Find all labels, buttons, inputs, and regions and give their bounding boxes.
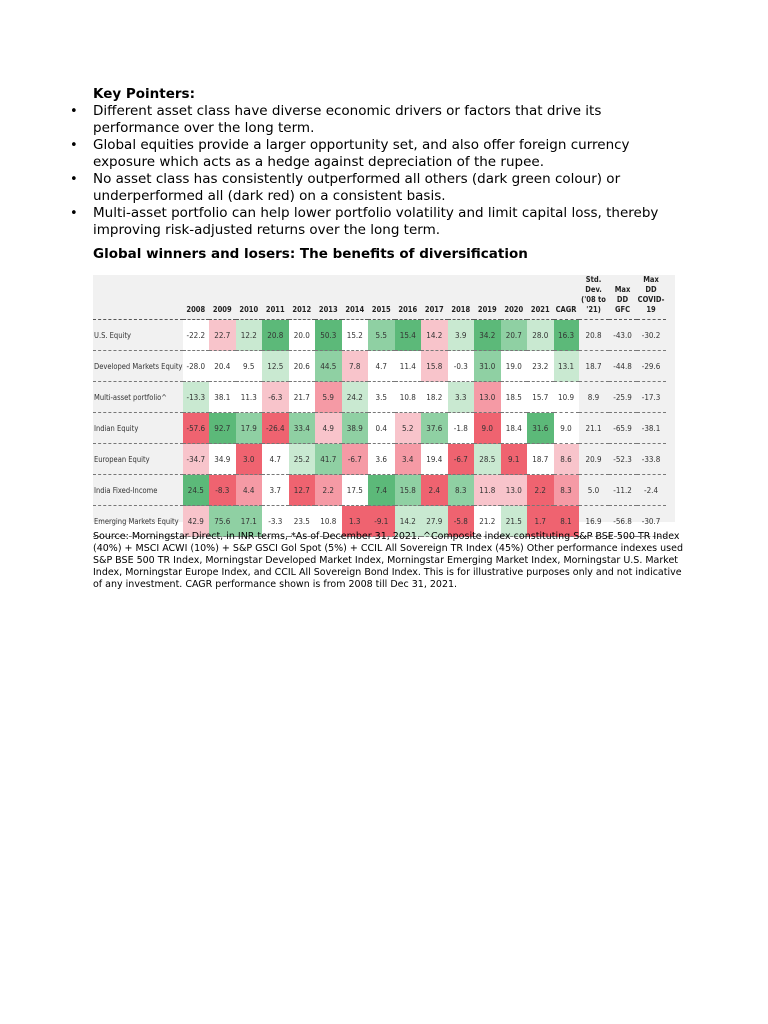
- return-cell: 20.4: [209, 351, 236, 382]
- return-cell: 13.1: [554, 351, 579, 382]
- return-cell: 9.5: [236, 351, 263, 382]
- return-cell: 3.0: [236, 444, 263, 475]
- stat-header-line2: COVID-19: [637, 295, 665, 314]
- return-cell: 31.6: [527, 413, 554, 444]
- stat-header-line2: ('08 to '21): [581, 295, 606, 314]
- key-pointers-list: [70, 103, 670, 239]
- return-cell: 10.9: [554, 382, 579, 413]
- pointer-item: • Multi-asset portfolio can help lower portfolio volatility and limit capital loss, thereby improving risk-adjusted returns over the long term.: [70, 205, 670, 239]
- return-cell: 13.0: [474, 382, 501, 413]
- row-label: Multi-asset portfolio^: [93, 382, 183, 413]
- column-header: 2014: [342, 275, 369, 320]
- stat-cell: -56.8: [609, 506, 637, 537]
- column-header: 2016: [395, 275, 422, 320]
- return-cell: 9.0: [474, 413, 501, 444]
- stat-cell: 21.1: [579, 413, 609, 444]
- return-cell: 3.4: [395, 444, 422, 475]
- table-row: [93, 382, 666, 413]
- row-label: Indian Equity: [93, 413, 183, 444]
- return-cell: 37.6: [421, 413, 448, 444]
- column-header: 2021: [527, 275, 554, 320]
- column-header: 2010: [236, 275, 263, 320]
- return-cell: 16.3: [554, 320, 579, 351]
- return-cell: 27.9: [421, 506, 448, 537]
- stat-cell: -30.2: [637, 320, 666, 351]
- table-row: [93, 351, 666, 382]
- stat-cell: -17.3: [637, 382, 666, 413]
- return-cell: 21.5: [501, 506, 528, 537]
- return-cell: 15.4: [395, 320, 422, 351]
- stat-header-line1: Max DD: [614, 285, 631, 304]
- stat-header-line1: Max DD: [643, 275, 659, 294]
- return-cell: 18.7: [527, 444, 554, 475]
- column-header: 2017: [421, 275, 448, 320]
- return-cell: 17.1: [236, 506, 263, 537]
- table-row: [93, 444, 666, 475]
- stat-cell: 5.0: [579, 475, 609, 506]
- stat-column-header: [579, 275, 609, 320]
- return-cell: -9.1: [368, 506, 395, 537]
- return-cell: 17.9: [236, 413, 263, 444]
- return-cell: 11.4: [395, 351, 422, 382]
- return-cell: 3.9: [448, 320, 475, 351]
- return-cell: 14.2: [395, 506, 422, 537]
- return-cell: -5.8: [448, 506, 475, 537]
- column-header: 2019: [474, 275, 501, 320]
- return-cell: -6.3: [262, 382, 289, 413]
- return-cell: -3.3: [262, 506, 289, 537]
- return-cell: 8.1: [554, 506, 579, 537]
- return-cell: 8.3: [448, 475, 475, 506]
- stat-column-header: [609, 275, 637, 320]
- return-cell: 1.7: [527, 506, 554, 537]
- return-cell: 20.6: [289, 351, 316, 382]
- return-cell: 31.0: [474, 351, 501, 382]
- stat-header-line1: Std. Dev.: [585, 275, 602, 294]
- row-label: Emerging Markets Equity: [93, 506, 183, 537]
- column-header: 2012: [289, 275, 316, 320]
- return-cell: 23.2: [527, 351, 554, 382]
- column-header: 2009: [209, 275, 236, 320]
- return-cell: 0.4: [368, 413, 395, 444]
- return-cell: -34.7: [183, 444, 210, 475]
- pointer-item: • Different asset class have diverse economic drivers or factors that drive its performance over the long term.: [70, 103, 670, 137]
- return-cell: 34.2: [474, 320, 501, 351]
- header-blank: [93, 275, 183, 320]
- return-cell: 19.4: [421, 444, 448, 475]
- column-header: 2013: [315, 275, 342, 320]
- column-header: CAGR: [554, 275, 579, 320]
- row-label: India Fixed-Income: [93, 475, 183, 506]
- return-cell: 2.2: [527, 475, 554, 506]
- return-cell: 5.5: [368, 320, 395, 351]
- return-cell: 11.8: [474, 475, 501, 506]
- return-cell: 20.7: [501, 320, 528, 351]
- return-cell: 4.7: [262, 444, 289, 475]
- row-label: European Equity: [93, 444, 183, 475]
- return-cell: 9.1: [501, 444, 528, 475]
- table-title: Global winners and losers: The benefits of diversification: [93, 246, 528, 262]
- stat-cell: 20.9: [579, 444, 609, 475]
- return-cell: 3.5: [368, 382, 395, 413]
- return-cell: 2.2: [315, 475, 342, 506]
- return-cell: 7.4: [368, 475, 395, 506]
- return-cell: 22.7: [209, 320, 236, 351]
- return-cell: 50.3: [315, 320, 342, 351]
- return-cell: 18.4: [501, 413, 528, 444]
- return-cell: 42.9: [183, 506, 210, 537]
- key-pointers-heading: Key Pointers:: [93, 86, 195, 102]
- stat-cell: -65.9: [609, 413, 637, 444]
- table-header-row: [93, 275, 666, 320]
- return-cell: 92.7: [209, 413, 236, 444]
- return-cell: 10.8: [395, 382, 422, 413]
- return-cell: 34.9: [209, 444, 236, 475]
- stat-cell: -30.7: [637, 506, 666, 537]
- stat-cell: -52.3: [609, 444, 637, 475]
- stat-cell: 8.9: [579, 382, 609, 413]
- return-cell: -1.8: [448, 413, 475, 444]
- return-cell: 28.0: [527, 320, 554, 351]
- pointer-item: • No asset class has consistently outperformed all others (dark green colour) or underperformed all (dark red) on a consistent basis.: [70, 171, 670, 205]
- return-cell: 5.2: [395, 413, 422, 444]
- return-cell: 3.6: [368, 444, 395, 475]
- return-cell: 20.8: [262, 320, 289, 351]
- return-cell: 4.9: [315, 413, 342, 444]
- column-header: 2015: [368, 275, 395, 320]
- return-cell: -6.7: [448, 444, 475, 475]
- column-header: 2008: [183, 275, 210, 320]
- returns-table: [93, 275, 666, 537]
- return-cell: -26.4: [262, 413, 289, 444]
- table-row: [93, 413, 666, 444]
- return-cell: 24.2: [342, 382, 369, 413]
- return-cell: 21.2: [474, 506, 501, 537]
- return-cell: 44.5: [315, 351, 342, 382]
- return-cell: 21.7: [289, 382, 316, 413]
- return-cell: -22.2: [183, 320, 210, 351]
- column-header: 2018: [448, 275, 475, 320]
- stat-cell: -25.9: [609, 382, 637, 413]
- returns-table-panel: [93, 275, 675, 526]
- stat-cell: 16.9: [579, 506, 609, 537]
- stat-cell: -29.6: [637, 351, 666, 382]
- return-cell: 12.2: [236, 320, 263, 351]
- stat-cell: -44.8: [609, 351, 637, 382]
- stat-cell: 18.7: [579, 351, 609, 382]
- return-cell: 15.8: [421, 351, 448, 382]
- return-cell: 3.3: [448, 382, 475, 413]
- return-cell: 8.3: [554, 475, 579, 506]
- stat-cell: -33.8: [637, 444, 666, 475]
- return-cell: 17.5: [342, 475, 369, 506]
- row-label: U.S. Equity: [93, 320, 183, 351]
- return-cell: 15.8: [395, 475, 422, 506]
- stat-cell: 20.8: [579, 320, 609, 351]
- stat-column-header: [637, 275, 666, 320]
- return-cell: -13.3: [183, 382, 210, 413]
- source-note: Source: Morningstar Direct, in INR terms, *As of December 31, 2021. ^Composite index constituting S&P BSE 500 TR Index (40%) + MSCI ACWI (10%) + S&P GSCI Gol Spot (5%) + CCIL All Sovereign TR Index (45%) Other performance indexes used S&P BSE 500 TR Index, Morningstar Developed Market Index, Morningstar Emerging Market Index, Morningstar U.S. Market Index, Morningstar Europe Index, and CCIL All Sovereign Bond Index. This is for illustrative purposes only and not indicative of any investment. CAGR performance shown is from 2008 till Dec 31, 2021.: [93, 531, 683, 590]
- return-cell: 18.2: [421, 382, 448, 413]
- return-cell: 8.6: [554, 444, 579, 475]
- row-label: Developed Markets Equity: [93, 351, 183, 382]
- column-header: 2020: [501, 275, 528, 320]
- return-cell: -8.3: [209, 475, 236, 506]
- stat-cell: -2.4: [637, 475, 666, 506]
- return-cell: 2.4: [421, 475, 448, 506]
- stat-cell: -38.1: [637, 413, 666, 444]
- pointer-item: • Global equities provide a larger opportunity set, and also offer foreign currency exposure which acts as a hedge against depreciation of the rupee.: [70, 137, 670, 171]
- return-cell: -57.6: [183, 413, 210, 444]
- return-cell: 9.0: [554, 413, 579, 444]
- return-cell: 4.4: [236, 475, 263, 506]
- stat-cell: -11.2: [609, 475, 637, 506]
- return-cell: 11.3: [236, 382, 263, 413]
- return-cell: 28.5: [474, 444, 501, 475]
- return-cell: 19.0: [501, 351, 528, 382]
- return-cell: 13.0: [501, 475, 528, 506]
- return-cell: 18.5: [501, 382, 528, 413]
- stat-cell: -43.0: [609, 320, 637, 351]
- return-cell: 7.8: [342, 351, 369, 382]
- table-row: [93, 475, 666, 506]
- return-cell: 3.7: [262, 475, 289, 506]
- return-cell: -28.0: [183, 351, 210, 382]
- return-cell: 14.2: [421, 320, 448, 351]
- return-cell: 24.5: [183, 475, 210, 506]
- return-cell: 12.7: [289, 475, 316, 506]
- return-cell: 10.8: [315, 506, 342, 537]
- return-cell: 15.2: [342, 320, 369, 351]
- return-cell: 33.4: [289, 413, 316, 444]
- return-cell: 25.2: [289, 444, 316, 475]
- column-header: 2011: [262, 275, 289, 320]
- return-cell: 75.6: [209, 506, 236, 537]
- return-cell: 38.9: [342, 413, 369, 444]
- return-cell: 38.1: [209, 382, 236, 413]
- table-row: [93, 320, 666, 351]
- return-cell: 1.3: [342, 506, 369, 537]
- return-cell: 5.9: [315, 382, 342, 413]
- return-cell: -6.7: [342, 444, 369, 475]
- stat-header-line2: GFC: [614, 305, 631, 314]
- return-cell: 23.5: [289, 506, 316, 537]
- return-cell: 20.0: [289, 320, 316, 351]
- return-cell: 15.7: [527, 382, 554, 413]
- return-cell: -0.3: [448, 351, 475, 382]
- return-cell: 41.7: [315, 444, 342, 475]
- return-cell: 4.7: [368, 351, 395, 382]
- return-cell: 12.5: [262, 351, 289, 382]
